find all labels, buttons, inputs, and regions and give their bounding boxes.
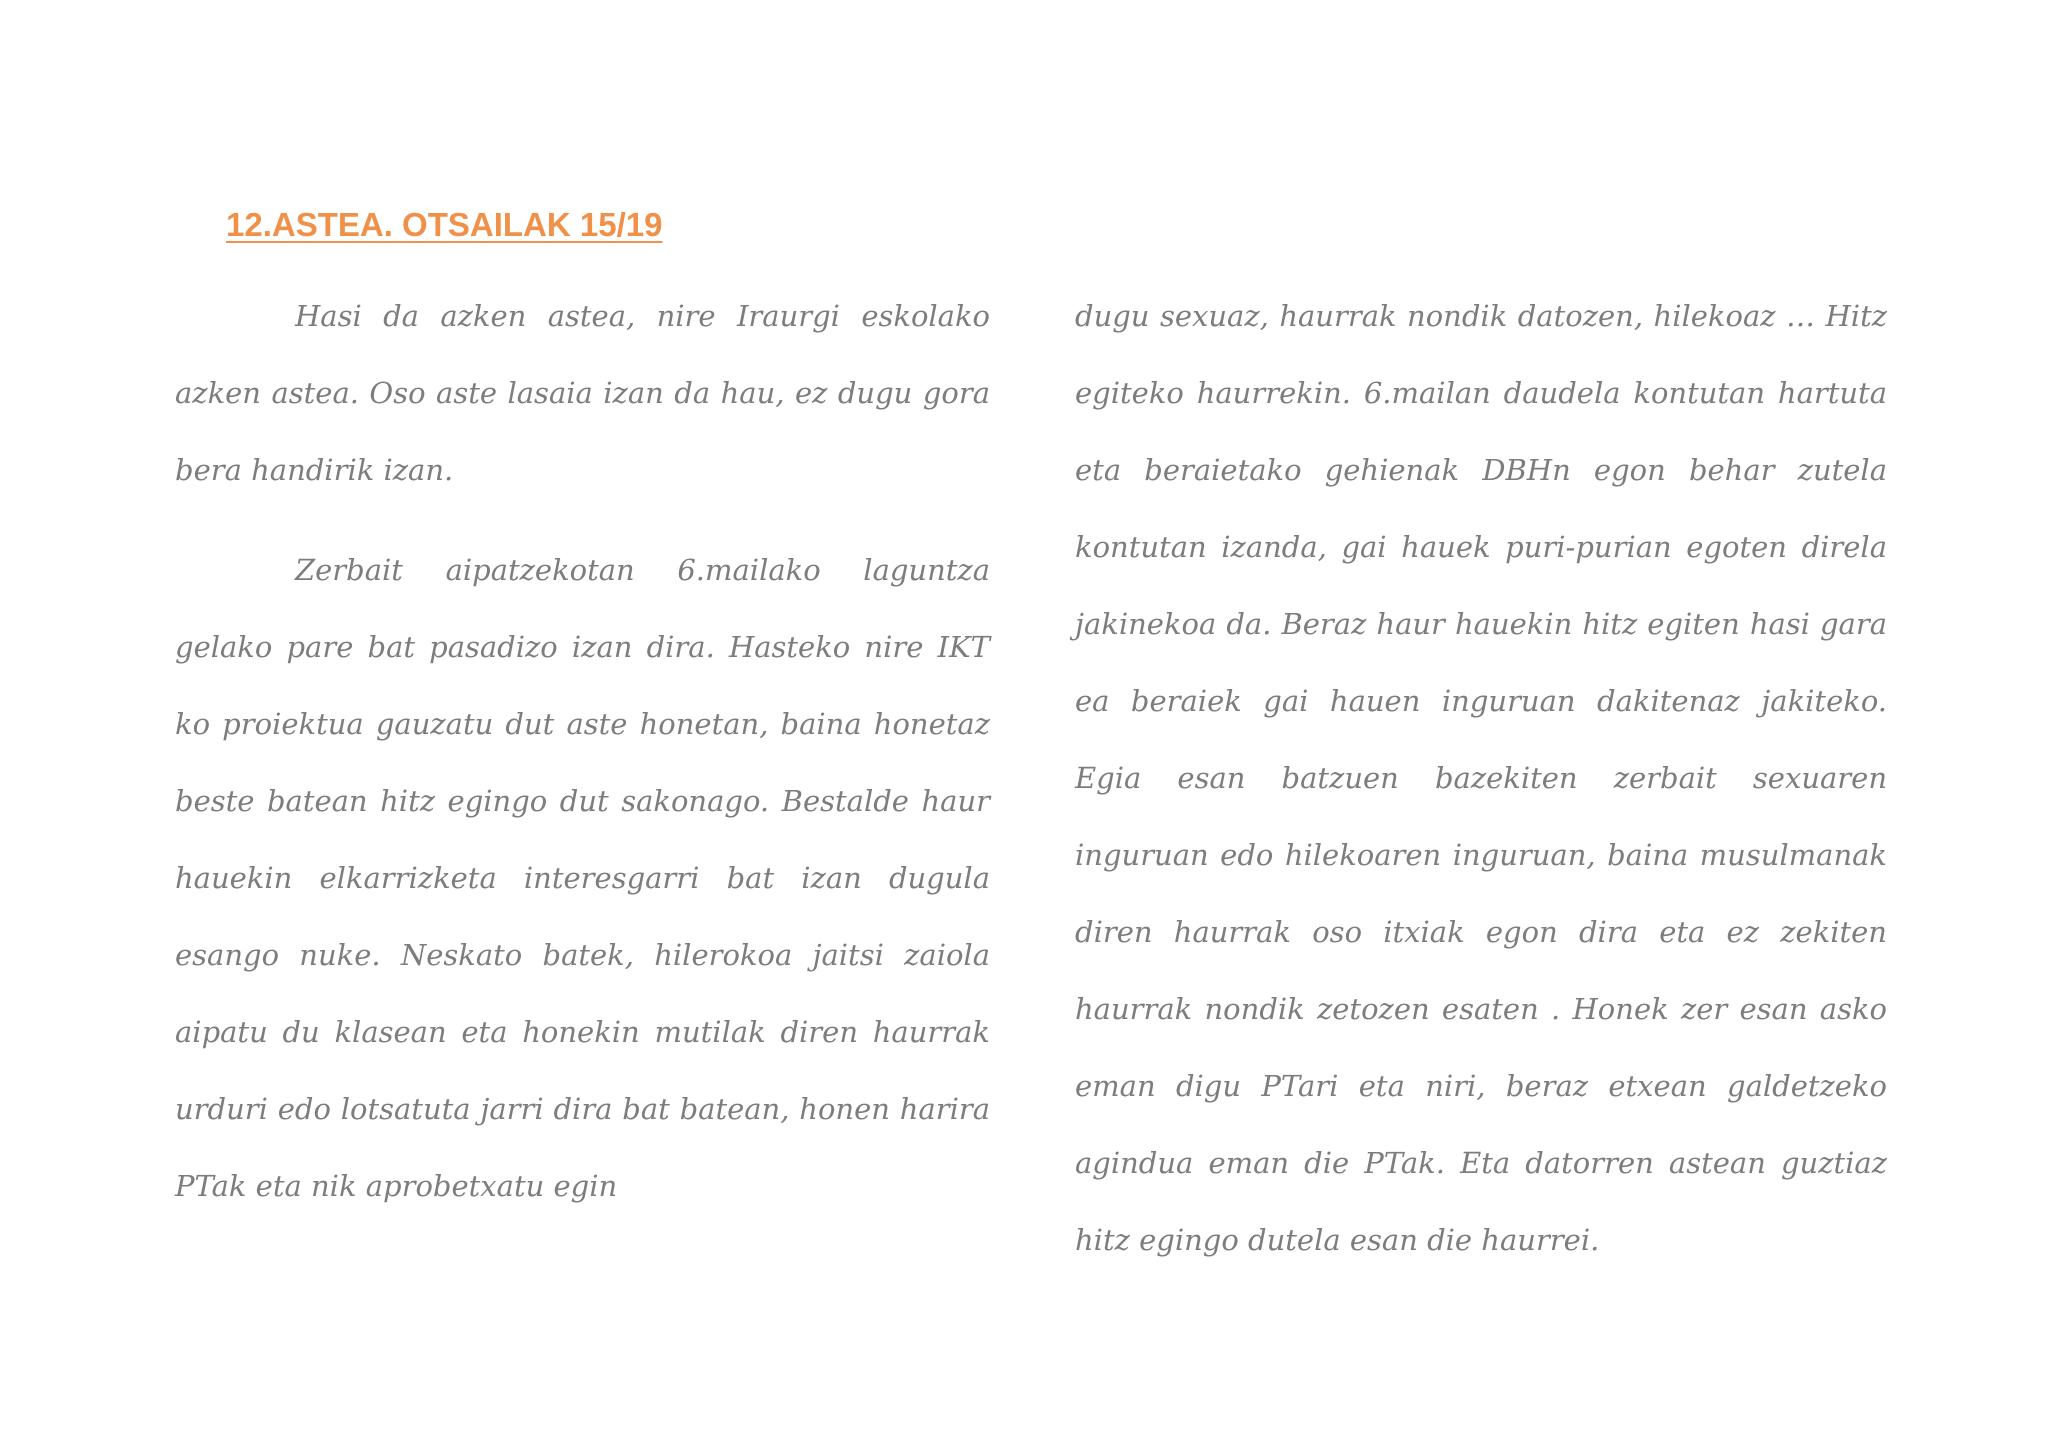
paragraph: Zerbait aipatzekotan 6.mailako laguntza gelako pare bat pasadizo izan dira. Hasteko nire IKT ko proiektua gauzatu dut aste honetan, baina honetaz beste batean hitz egingo dut sakonago. Bestalde haur hauekin elkarrizketa interesgarri bat izan dugula esango nuke. Neskato batek, hilerokoa jaitsi zaiola aipatu du klasean eta honekin mutilak diren haurrak urduri edo lotsatuta jarri dira bat batean, honen harira PTak eta nik aprobetxatu egin [175,553,990,1203]
left-column [175,278,990,1225]
paragraph: dugu sexuaz, haurrak nondik datozen, hilekoaz … Hitz egiteko haurrekin. 6.mailan daudela kontutan hartuta eta beraietako gehienak DBHn egon behar zutela kontutan izanda, gai hauek puri-purian egoten direla jakinekoa da. Beraz haur hauekin hitz egiten hasi gara ea beraiek gai hauen inguruan dakitenaz jakiteko. Egia esan batzuen bazekiten zerbait sexuaren inguruan edo hilekoaren inguruan, baina musulmanak diren haurrak oso itxiak egon dira eta ez zekiten haurrak nondik zetozen esaten . Honek zer esan asko eman digu PTari eta niri, beraz etxean galdetzeko agindua eman die PTak. Eta datorren astean guztiaz hitz egingo dutela esan die haurrei. [1075,299,1887,1257]
paragraph: Hasi da azken astea, nire Iraurgi eskolako azken astea. Oso aste lasaia izan da hau, ez dugu gora bera handirik izan. [175,299,990,487]
page-heading: 12.ASTEA. OTSAILAK 15/19 [226,206,663,243]
right-column [1075,278,1887,1279]
